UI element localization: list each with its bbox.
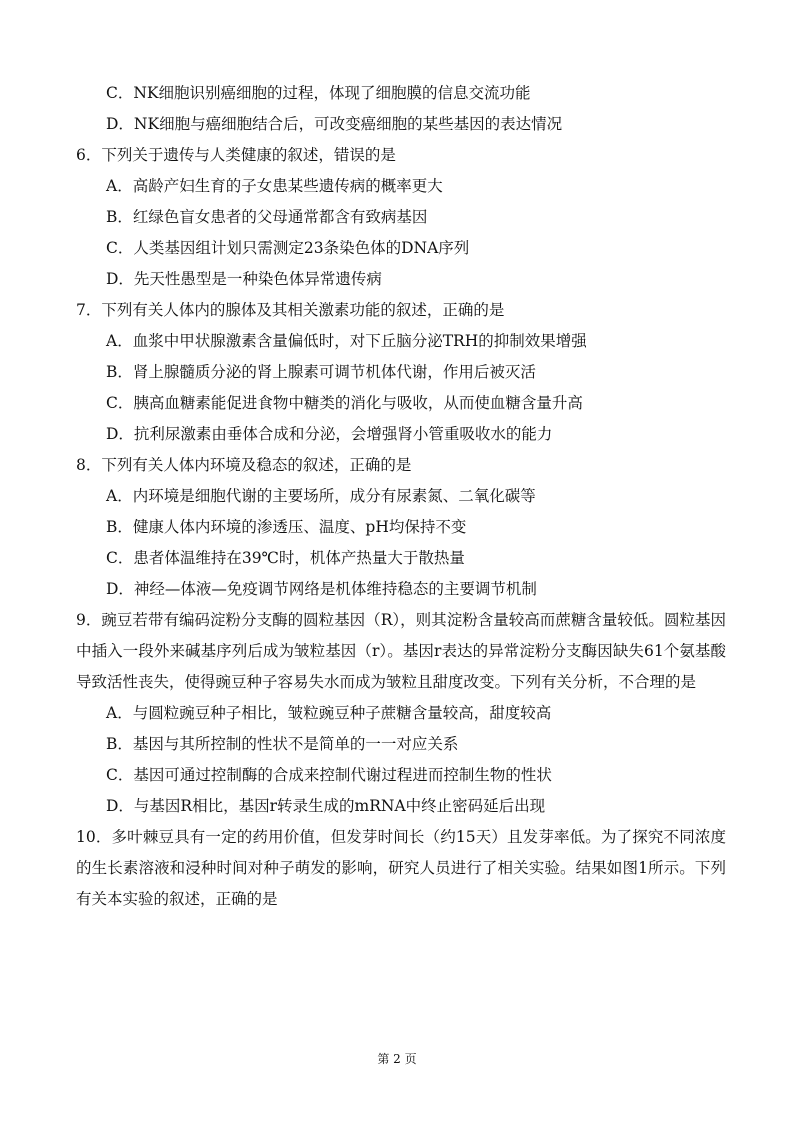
q9-option-b: B．基因与其所控制的性状不是简单的一一对应关系 [106,735,459,753]
q10-stem: 10．多叶棘豆具有一定的药用价值，但发芽时间长（约15天）且发芽率低。为了探究不同浓度的生长素溶液和浸种时间对种子萌发的影响，研究人员进行了相关实验。结果如图1所示。下列有关本实验的叙述，正确的是 [76,828,726,908]
q6-option-b: B．红绿色盲女患者的父母通常都含有致病基因 [106,208,428,226]
q8-option-c: C．患者体温维持在39℃时，机体产热量大于散热量 [106,549,465,567]
q7-option-a: A．血浆中甲状腺激素含量偏低时，对下丘脑分泌TRH的抑制效果增强 [106,332,587,350]
q9-option-c: C．基因可通过控制酶的合成来控制代谢过程进而控制生物的性状 [106,766,552,784]
q8-option-b: B．健康人体内环境的渗透压、温度、pH均保持不变 [106,518,467,536]
q8-option-d: D．神经—体液—免疫调节网络是机体维持稳态的主要调节机制 [106,580,537,598]
page-content [76,78,726,915]
q8-stem: 8．下列有关人体内环境及稳态的叙述，正确的是 [76,456,412,474]
q5-option-d: D．NK细胞与癌细胞结合后，可改变癌细胞的某些基因的表达情况 [106,115,563,133]
q7-stem: 7．下列有关人体内的腺体及其相关激素功能的叙述，正确的是 [76,301,505,319]
q9-stem: 9．豌豆若带有编码淀粉分支酶的圆粒基因（R），则其淀粉含量较高而蔗糖含量较低。圆粒基因中插入一段外来碱基序列后成为皱粒基因（r）。基因r表达的异常淀粉分支酶因缺失61个氨基酸导致活性丧失，使得豌豆种子容易失水而成为皱粒且甜度改变。下列有关分析，不合理的是 [76,611,726,691]
q6-option-c: C．人类基因组计划只需测定23条染色体的DNA序列 [106,239,470,257]
page-number: 第 2 页 [377,1052,417,1066]
q7-option-d: D．抗利尿激素由垂体合成和分泌，会增强肾小管重吸收水的能力 [106,425,553,443]
q8-option-a: A．内环境是细胞代谢的主要场所，成分有尿素氮、二氧化碳等 [106,487,536,505]
q6-option-d: D．先天性愚型是一种染色体异常遗传病 [106,270,382,288]
q6-stem: 6．下列关于遗传与人类健康的叙述，错误的是 [76,146,396,164]
q9-option-a: A．与圆粒豌豆种子相比，皱粒豌豆种子蔗糖含量较高，甜度较高 [106,704,552,722]
q7-option-b: B．肾上腺髓质分泌的肾上腺素可调节机体代谢，作用后被灭活 [106,363,536,381]
q7-option-c: C．胰高血糖素能促进食物中糖类的消化与吸收，从而使血糖含量升高 [106,394,583,412]
q6-option-a: A．高龄产妇生育的子女患某些遗传病的概率更大 [106,177,443,195]
q5-option-c: C．NK细胞识别癌细胞的过程，体现了细胞膜的信息交流功能 [106,84,531,102]
q9-option-d: D．与基因R相比，基因r转录生成的mRNA中终止密码延后出现 [106,797,546,815]
